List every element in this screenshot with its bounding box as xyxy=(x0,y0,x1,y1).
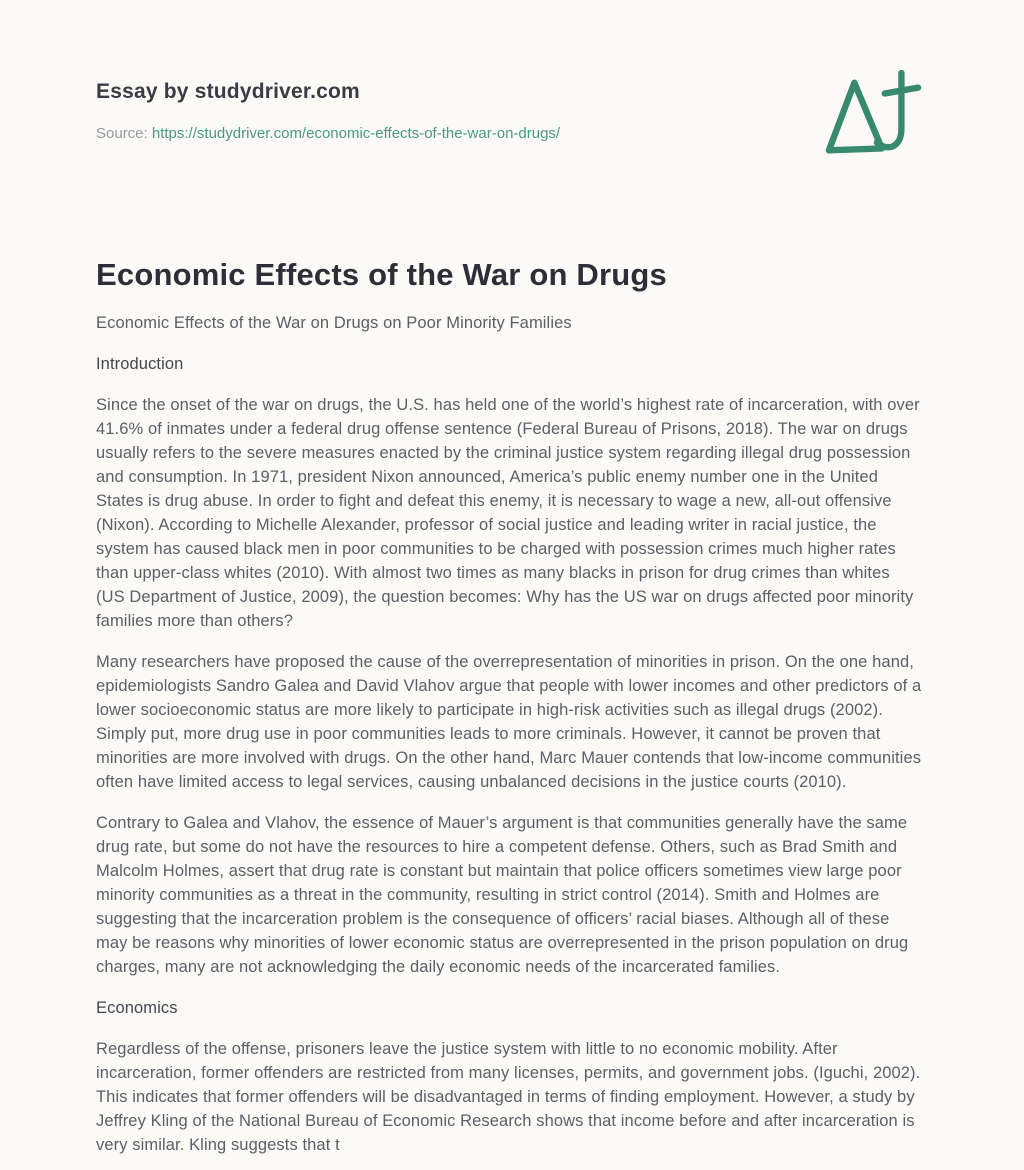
essay-paragraph: Contrary to Galea and Vlahov, the essence of Mauer’s argument is that communities generally have the same drug rate, but some do not have the resources to hire a competent defense. Others, such as Brad Smith and Malcolm Holmes, assert that drug rate is constant but maintain that police officers sometimes view large poor minority communities as a threat in the community, resulting in strict control (2014). Smith and Holmes are suggesting that the incarceration problem is the consequence of officers’ racial biases. Although all of these may be reasons why minorities of lower economic status are overrepresented in the prison population on drug charges, many are not acknowledging the daily economic needs of the incarcerated families. xyxy=(96,814,909,976)
source-link[interactable]: https://studydriver.com/economic-effects-of-the-war-on-drugs/ xyxy=(151,125,561,142)
source-label: Source: xyxy=(96,125,148,142)
essay-title: Economic Effects of the War on Drugs xyxy=(96,257,667,292)
source-line xyxy=(96,124,922,144)
essay-paragraph: Since the onset of the war on drugs, the U.S. has held one of the world’s highest rate of incarceration, with over 41.6% of inmates under a federal drug offense sentence (Federal Bureau of Prisons, 2018). The war on drugs usually refers to the severe measures enacted by the criminal justice system regarding illegal drug possession and consumption. In 1971, president Nixon announced, America’s public enemy number one in the United States is drug abuse. In order to fight and defeat this enemy, it is necessary to wage a new, all-out offensive (Nixon). According to Michelle Alexander, professor of social justice and leading writer in racial justice, the system has caused black men in poor communities to be charged with possession crimes much higher rates than upper-class whites (2010). With almost two times as many blacks in prison for drug crimes than whites (US Department of Justice, 2009), the question becomes: Why has the US war on drugs affected poor minority families more than others? xyxy=(96,396,920,630)
essay-body xyxy=(96,256,922,1157)
page-header xyxy=(96,0,922,144)
essay-paragraph: Many researchers have proposed the cause of the overrepresentation of minorities in prison. On the one hand, epidemiologists Sandro Galea and David Vlahov argue that people with lower incomes and other predictors of a lower socioeconomic status are more likely to participate in high-risk activities such as illegal drugs (2002). Simply put, more drug use in poor communities leads to more criminals. However, it cannot be proven that minorities are more involved with drugs. On the other hand, Marc Mauer contends that low-income communities often have limited access to legal services, causing unbalanced decisions in the justice courts (2010). xyxy=(96,653,922,791)
essay-subtitle: Economic Effects of the War on Drugs on Poor Minority Families xyxy=(96,314,572,332)
studydriver-logo-icon xyxy=(824,70,922,168)
essay-paragraph: Regardless of the offense, prisoners leave the justice system with little to no economic mobility. After incarceration, former offenders are restricted from many licenses, permits, and government jobs. (Iguchi, 2002). This indicates that former offenders will be disadvantaged in terms of finding employment. However, a study by Jeffrey Kling of the National Bureau of Economic Research shows that income before and after incarceration is very similar. Kling suggests that t xyxy=(96,1040,921,1154)
section-heading-economics: Economics xyxy=(96,999,178,1017)
section-heading-introduction: Introduction xyxy=(96,355,184,373)
brand-title: Essay by studydriver.com xyxy=(96,80,360,103)
